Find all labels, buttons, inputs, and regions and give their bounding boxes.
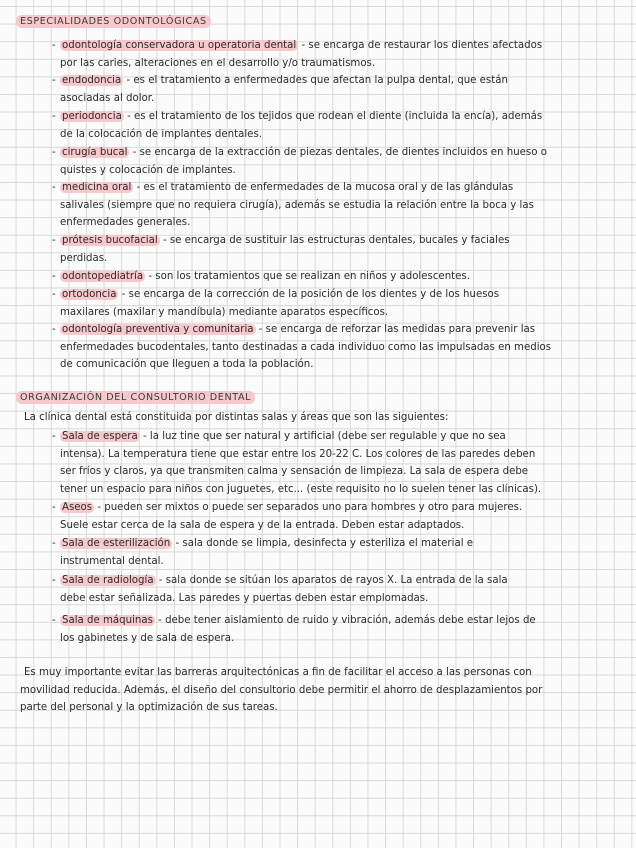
item-text: tener un espacio para niños con juguetes, etc... (este requisito no lo suelen tener las clínicas). [60, 483, 542, 495]
item-text: - es el tratamiento de enfermedades de la mucosa oral y de las glándulas [133, 182, 514, 193]
item-text: - debe tener aislamiento de ruido y vibración, además debe estar lejos de [154, 615, 536, 626]
highlighted-term: prótesis bucofacial [62, 235, 158, 246]
highlighted-term: Sala de radiología [62, 575, 154, 586]
item-text: de comunicación que lleguen a toda la población. [60, 359, 314, 371]
section-intro: La clínica dental está constituida por distintas salas y áreas que son las siguientes: [24, 412, 449, 423]
highlighted-term: ortodoncia [62, 289, 117, 300]
item-text: instrumental dental. [60, 555, 164, 567]
list-item: - Sala de radiología - sala donde se sitúan los aparatos de rayos X. La entrada de la sala debe estar señalizada. Las paredes y puertas deben estar emplomadas. [52, 572, 508, 607]
section-heading-text: ORGANIZACIÓN DEL CONSULTORIO DENTAL [16, 391, 255, 404]
highlighted-term: odontología preventiva y comunitaria [62, 324, 254, 335]
item-text: - se encarga de la corrección de la posición de los dientes y de los huesos [118, 289, 500, 300]
item-text: - se encarga de restaurar los dientes afectados [298, 40, 543, 51]
list-item: - odontopediatría - son los tratamientos que se realizan en niños y adolescentes. [52, 271, 470, 282]
list-item: - medicina oral - es el tratamiento de enfermedades de la mucosa oral y de las glándulas salivales (siempre que no requiera cirugía), además se estudia la relación entre la boca y las enfermedades generales. [52, 179, 534, 232]
item-text: - pueden ser mixtos o puede ser separados uno para hombres y otro para mujeres. [94, 502, 523, 513]
item-text: enfermedades bucodentales, tanto destinadas a cada individuo como las impulsadas en medios [60, 341, 552, 353]
section-heading-text: ESPECIALIDADES ODONTOLÓGICAS [16, 15, 211, 28]
list-item: - ortodoncia - se encarga de la corrección de la posición de los dientes y de los huesos maxilares (maxilar y mandíbula) mediante aparatos específicos. [52, 286, 499, 321]
item-text: - sala donde se sitúan los aparatos de rayos X. La entrada de la sala [155, 575, 508, 586]
list-item: - prótesis bucofacial - se encarga de sustituir las estructuras dentales, bucales y faciales perdidas. [52, 232, 510, 267]
list-item: - odontología preventiva y comunitaria - se encarga de reforzar las medidas para prevenir las enfermedades bucodentales, tanto destinadas a cada individuo como las impulsadas en medios de comunicación que lleguen a toda la población. [52, 321, 551, 374]
item-text: - son los tratamientos que se realizan en niños y adolescentes. [145, 271, 470, 282]
section-heading-organizacion [16, 392, 255, 403]
item-text: de la colocación de implantes dentales. [60, 128, 262, 140]
highlighted-term: odontopediatría [62, 271, 144, 282]
list-item: - odontología conservadora u operatoria dental - se encarga de restaurar los dientes afectados por las caries, alteraciones en el desarrollo y/o traumatismos. [52, 37, 542, 72]
highlighted-term: cirugía bucal [62, 147, 128, 158]
closing-paragraph [20, 664, 542, 717]
section-heading-especialidades [16, 16, 211, 27]
item-text: ser fríos y claros, ya que transmiten calma y sensación de limpieza. La sala de espera debe [60, 466, 529, 478]
item-text: quistes y colocación de implantes. [60, 164, 236, 176]
item-text: los gabinetes y de sala de espera. [60, 632, 235, 644]
highlighted-term: medicina oral [62, 182, 132, 193]
closing-text: movilidad reducida. Además, el diseño del consultorio debe permitir el ahorro de desplazamientos por [20, 684, 543, 696]
list-item: - cirugía bucal - se encarga de la extracción de piezas dentales, de dientes incluidos en hueso o quistes y colocación de implantes. [52, 144, 547, 179]
item-text: enfermedades generales. [60, 217, 191, 229]
highlighted-term: Sala de espera [62, 431, 138, 442]
item-text: debe estar señalizada. Las paredes y puertas deben estar emplomadas. [60, 592, 429, 604]
item-text: - se encarga de la extracción de piezas dentales, de dientes incluidos en hueso o [129, 147, 547, 158]
item-text: salivales (siempre que no requiera cirugía), además se estudia la relación entre la boca y las [60, 199, 534, 211]
item-text: - es el tratamiento de los tejidos que rodean el diente (incluida la encía), además [123, 111, 543, 122]
list-item: - periodoncia - es el tratamiento de los tejidos que rodean el diente (incluida la encía), además de la colocación de implantes dentales. [52, 108, 542, 143]
list-item: - endodoncia - es el tratamiento a enfermedades que afectan la pulpa dental, que están asociadas al dolor. [52, 72, 508, 107]
list-item: - Sala de máquinas - debe tener aislamiento de ruido y vibración, además debe estar lejos de los gabinetes y de sala de espera. [52, 612, 536, 647]
highlighted-term: Sala de máquinas [62, 615, 153, 626]
item-text: - se encarga de reforzar las medidas para prevenir las [255, 324, 536, 335]
highlighted-term: odontología conservadora u operatoria dental [62, 40, 297, 51]
item-text: por las caries, alteraciones en el desarrollo y/o traumatismos. [60, 57, 376, 69]
item-text: - es el tratamiento a enfermedades que afectan la pulpa dental, que están [123, 75, 508, 86]
list-item: - Sala de espera - la luz tine que ser natural y artificial (debe ser regulable y que no sea intensa). La temperatura tiene que estar entre los 20-22 C. Los colores de las paredes deben ser fríos y claros, ya que transmiten calma y sensación de limpieza. La sala de espera debe tener un espacio para niños con juguetes, etc... (este requisito no lo suelen tener las clínicas). [52, 428, 541, 498]
item-text: perdidas. [60, 252, 108, 264]
item-text: - se encarga de sustituir las estructuras dentales, bucales y faciales [159, 235, 510, 246]
highlighted-term: Aseos [62, 502, 93, 513]
item-text: - sala donde se limpia, desinfecta y esteriliza el material e [172, 538, 474, 549]
highlighted-term: Sala de esterilización [62, 538, 171, 549]
item-text: maxilares (maxilar y mandíbula) mediante aparatos específicos. [60, 306, 389, 318]
closing-text: parte del personal y la optimización de sus tareas. [20, 702, 278, 714]
item-text: Suele estar cerca de la sala de espera y de la entrada. Deben estar adaptados. [60, 519, 465, 531]
closing-text: Es muy importante evitar las barreras arquitectónicas a fin de facilitar el acceso a las personas con [24, 667, 532, 678]
item-text: - la luz tine que ser natural y artificial (debe ser regulable y que no sea [139, 431, 506, 442]
item-text: intensa). La temperatura tiene que estar entre los 20-22 C. Los colores de las paredes deben [60, 448, 536, 460]
list-item: - Sala de esterilización - sala donde se limpia, desinfecta y esteriliza el material e instrumental dental. [52, 535, 473, 570]
list-item: - Aseos - pueden ser mixtos o puede ser separados uno para hombres y otro para mujeres. Suele estar cerca de la sala de espera y de la entrada. Deben estar adaptados. [52, 499, 522, 534]
highlighted-term: periodoncia [62, 111, 122, 122]
item-text: asociadas al dolor. [60, 92, 155, 104]
highlighted-term: endodoncia [62, 75, 122, 86]
